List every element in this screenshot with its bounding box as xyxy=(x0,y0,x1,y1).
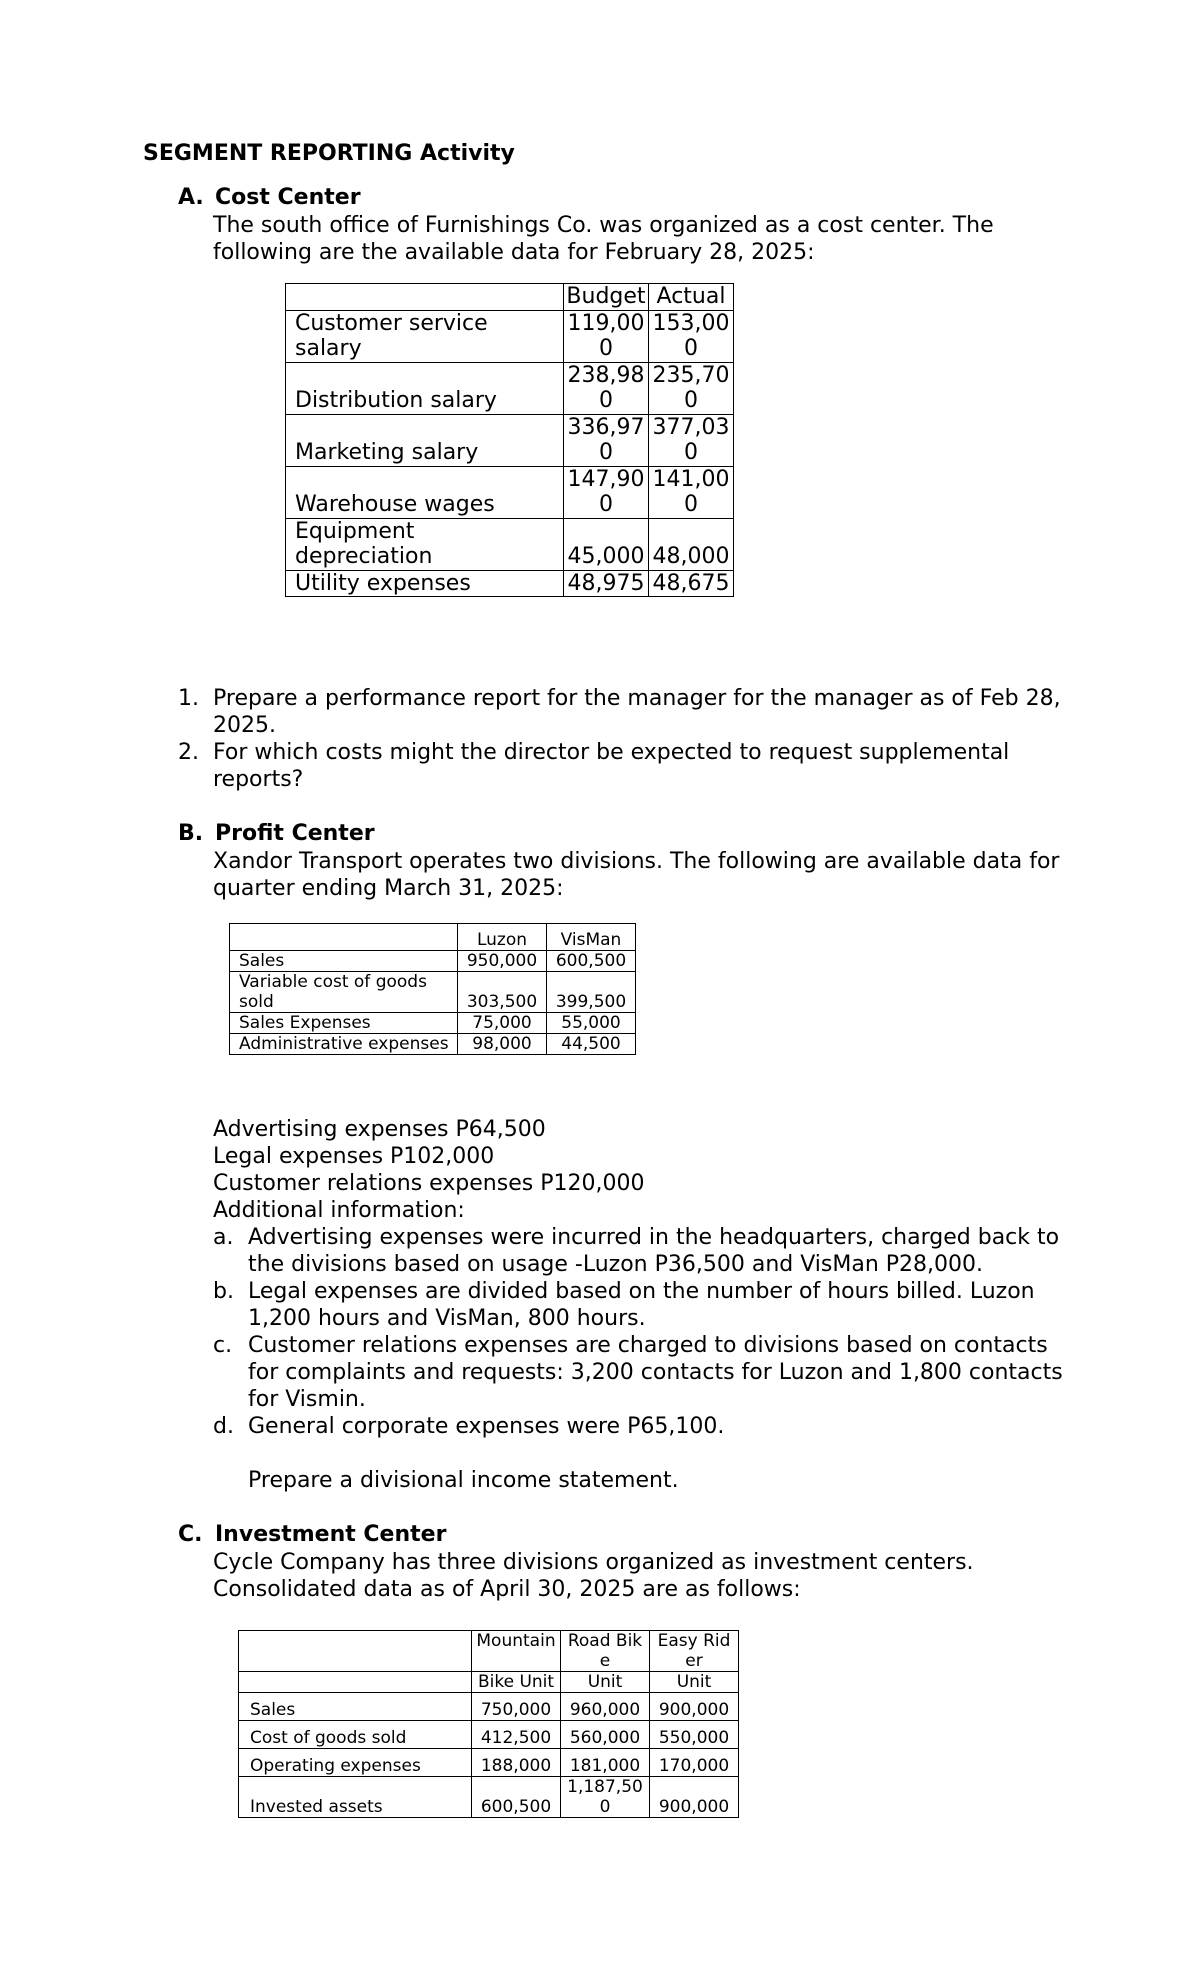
easy-cell: 550,000 xyxy=(650,1721,739,1749)
section-a-intro-line: following are the available data for February 28, 2025: xyxy=(213,240,815,265)
row-label: Cost of goods sold xyxy=(239,1721,472,1749)
section-b-intro xyxy=(213,848,1073,902)
road-cell: 181,000 xyxy=(561,1749,650,1777)
budget-cell: 119,000 xyxy=(564,310,649,362)
list-marker: 1. xyxy=(178,686,199,711)
luzon-cell: 75,000 xyxy=(458,1013,547,1034)
section-b-letter: B. xyxy=(178,821,204,846)
header-cell-actual: Actual xyxy=(649,284,734,311)
info-line: for complaints and requests: 3,200 contacts for Luzon and 1,800 contacts xyxy=(248,1360,1063,1385)
mountain-cell: 188,000 xyxy=(472,1749,561,1777)
luzon-cell: 303,500 xyxy=(458,972,547,1013)
road-cell: 1,187,500 xyxy=(561,1777,650,1818)
row-label: Administrative expenses xyxy=(230,1034,458,1055)
info-line: Customer relations expenses are charged to divisions based on contacts xyxy=(248,1333,1048,1358)
info-text xyxy=(248,1332,1098,1413)
easy-cell: 900,000 xyxy=(650,1693,739,1721)
table-row xyxy=(239,1749,739,1777)
section-b-instruction: Prepare a divisional income statement. xyxy=(248,1468,679,1493)
section-b-title: Profit Center xyxy=(215,821,375,846)
header-cell-visman: VisMan xyxy=(547,924,636,951)
budget-cell: 147,900 xyxy=(564,466,649,518)
question-line: reports? xyxy=(213,767,304,792)
info-line: the divisions based on usage -Luzon P36,500 and VisMan P28,000. xyxy=(248,1252,984,1277)
table-row xyxy=(286,570,734,597)
row-label: Sales xyxy=(239,1693,472,1721)
section-c-title: Investment Center xyxy=(215,1522,447,1547)
section-c-intro-line: Consolidated data as of April 30, 2025 are as follows: xyxy=(213,1577,801,1602)
question-text xyxy=(213,739,1063,793)
actual-cell: 48,000 xyxy=(649,518,734,570)
info-line: 1,200 hours and VisMan, 800 hours. xyxy=(248,1306,646,1331)
info-line: for Vismin. xyxy=(248,1387,366,1412)
row-label: Distribution salary xyxy=(286,362,564,414)
visman-cell: 55,000 xyxy=(547,1013,636,1034)
row-label: Customer service salary xyxy=(286,310,564,362)
section-c-intro xyxy=(213,1549,1073,1603)
profit-center-table xyxy=(229,923,636,1055)
table-row xyxy=(230,1034,636,1055)
table-row xyxy=(286,466,734,518)
header-cell-easy: Easy Rider xyxy=(650,1631,739,1672)
road-cell: 560,000 xyxy=(561,1721,650,1749)
info-text xyxy=(248,1224,1098,1278)
question-line: For which costs might the director be expected to request supplemental xyxy=(213,740,1010,765)
additional-information-label: Additional information: xyxy=(213,1198,465,1223)
header-cell xyxy=(239,1631,472,1672)
header-cell-luzon: Luzon xyxy=(458,924,547,951)
section-a-letter: A. xyxy=(178,185,204,210)
visman-cell: 44,500 xyxy=(547,1034,636,1055)
luzon-cell: 98,000 xyxy=(458,1034,547,1055)
actual-cell: 153,000 xyxy=(649,310,734,362)
table-row xyxy=(286,362,734,414)
header-cell-easy-unit: Unit xyxy=(650,1672,739,1693)
luzon-cell: 950,000 xyxy=(458,951,547,972)
header-cell-road: Road Bike xyxy=(561,1631,650,1672)
table-row xyxy=(239,1777,739,1818)
row-label: Operating expenses xyxy=(239,1749,472,1777)
header-cell-mountain: Mountain xyxy=(472,1631,561,1672)
visman-cell: 399,500 xyxy=(547,972,636,1013)
easy-cell: 900,000 xyxy=(650,1777,739,1818)
table-row xyxy=(230,951,636,972)
question-text xyxy=(213,685,1063,739)
table-header-row xyxy=(230,924,636,951)
row-label: Sales Expenses xyxy=(230,1013,458,1034)
table-header-row xyxy=(286,284,734,311)
table-row xyxy=(286,310,734,362)
customer-relations-expenses: Customer relations expenses P120,000 xyxy=(213,1171,645,1196)
document-title: SEGMENT REPORTING Activity xyxy=(143,141,515,166)
table-row xyxy=(239,1693,739,1721)
info-text xyxy=(248,1413,1098,1440)
budget-cell: 238,980 xyxy=(564,362,649,414)
table-row xyxy=(230,1013,636,1034)
road-cell: 960,000 xyxy=(561,1693,650,1721)
row-label: Variable cost of goods sold xyxy=(230,972,458,1013)
legal-expenses: Legal expenses P102,000 xyxy=(213,1144,495,1169)
table-row xyxy=(286,518,734,570)
section-a-intro xyxy=(213,212,1073,266)
table-row xyxy=(230,972,636,1013)
budget-cell: 48,975 xyxy=(564,570,649,597)
question-line: 2025. xyxy=(213,713,276,738)
table-header-row xyxy=(239,1672,739,1693)
header-cell-mountain-unit: Bike Unit xyxy=(472,1672,561,1693)
section-c-letter: C. xyxy=(178,1522,203,1547)
section-b-expenses xyxy=(213,1116,1073,1224)
budget-cell: 336,970 xyxy=(564,414,649,466)
row-label: Warehouse wages xyxy=(286,466,564,518)
list-marker: 2. xyxy=(178,740,199,765)
list-marker: a. xyxy=(213,1225,234,1250)
table-header-row xyxy=(239,1631,739,1672)
easy-cell: 170,000 xyxy=(650,1749,739,1777)
header-cell xyxy=(230,924,458,951)
list-marker: b. xyxy=(213,1279,234,1304)
list-marker: d. xyxy=(213,1414,234,1439)
header-cell-budget: Budget xyxy=(564,284,649,311)
section-b-intro-line: quarter ending March 31, 2025: xyxy=(213,876,564,901)
investment-center-table xyxy=(238,1630,739,1818)
row-label: Marketing salary xyxy=(286,414,564,466)
table-row xyxy=(286,414,734,466)
cost-center-table xyxy=(285,283,734,597)
table-row xyxy=(239,1721,739,1749)
actual-cell: 377,030 xyxy=(649,414,734,466)
visman-cell: 600,500 xyxy=(547,951,636,972)
section-b-intro-line: Xandor Transport operates two divisions. The following are available data for xyxy=(213,849,1060,874)
row-label: Sales xyxy=(230,951,458,972)
mountain-cell: 412,500 xyxy=(472,1721,561,1749)
actual-cell: 48,675 xyxy=(649,570,734,597)
row-label: Invested assets xyxy=(239,1777,472,1818)
section-a-title: Cost Center xyxy=(215,185,361,210)
question-line: Prepare a performance report for the manager for the manager as of Feb 28, xyxy=(213,686,1061,711)
header-cell-road-unit: Unit xyxy=(561,1672,650,1693)
header-cell xyxy=(239,1672,472,1693)
mountain-cell: 750,000 xyxy=(472,1693,561,1721)
mountain-cell: 600,500 xyxy=(472,1777,561,1818)
info-line: Advertising expenses were incurred in the headquarters, charged back to xyxy=(248,1225,1060,1250)
row-label: Utility expenses xyxy=(286,570,564,597)
row-label: Equipment depreciation xyxy=(286,518,564,570)
advertising-expenses: Advertising expenses P64,500 xyxy=(213,1117,546,1142)
info-line: Legal expenses are divided based on the number of hours billed. Luzon xyxy=(248,1279,1035,1304)
actual-cell: 235,700 xyxy=(649,362,734,414)
budget-cell: 45,000 xyxy=(564,518,649,570)
actual-cell: 141,000 xyxy=(649,466,734,518)
info-line: General corporate expenses were P65,100. xyxy=(248,1414,725,1439)
list-marker: c. xyxy=(213,1333,233,1358)
info-text xyxy=(248,1278,1098,1332)
section-c-intro-line: Cycle Company has three divisions organized as investment centers. xyxy=(213,1550,974,1575)
header-cell xyxy=(286,284,564,311)
section-a-intro-line: The south office of Furnishings Co. was organized as a cost center. The xyxy=(213,213,994,238)
